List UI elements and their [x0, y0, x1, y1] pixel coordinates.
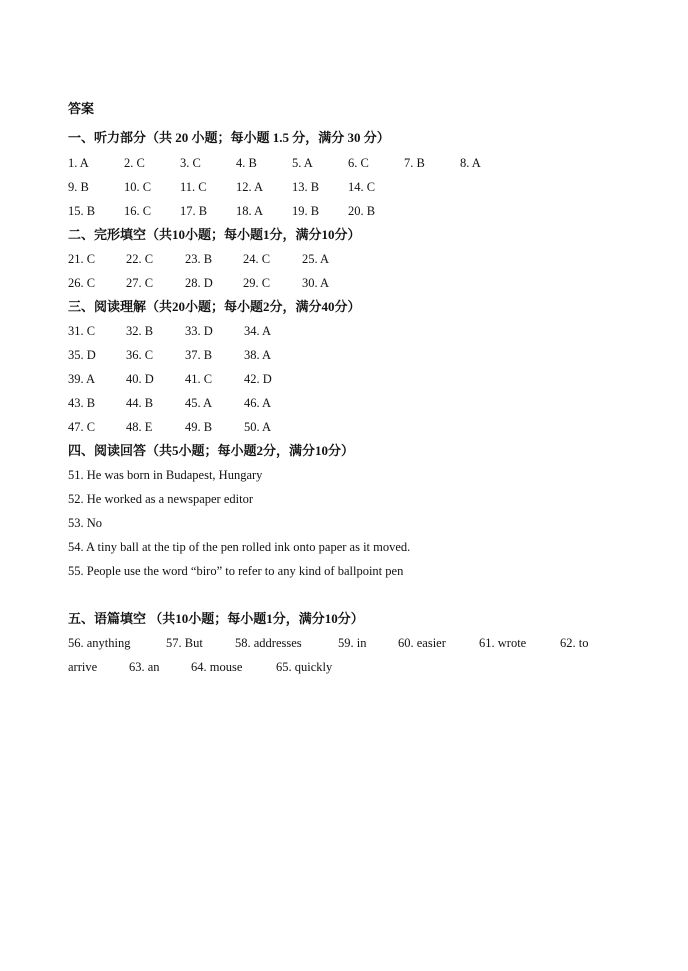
- answer-item: 63. an: [129, 660, 160, 674]
- answer-item: 24. C: [243, 252, 271, 266]
- answer-item: 38. A: [244, 348, 272, 362]
- answer-item: 29. C: [243, 276, 271, 290]
- answer-item: 17. B: [180, 204, 208, 218]
- answer-item: 6. C: [348, 156, 369, 170]
- answer-item: 33. D: [185, 324, 213, 338]
- answer-item: 28. D: [185, 276, 213, 290]
- answer-line: 55. People use the word “biro” to refer to any kind of ballpoint pen: [68, 564, 404, 578]
- answer-item: 64. mouse: [191, 660, 243, 674]
- answer-item: 16. C: [124, 204, 152, 218]
- answer-item: 57. But: [166, 636, 203, 650]
- answer-item: 58. addresses: [235, 636, 302, 650]
- answer-item: 1. A: [68, 156, 89, 170]
- answer-item: 20. B: [348, 204, 376, 218]
- answer-item: 15. B: [68, 204, 96, 218]
- answer-item: 4. B: [236, 156, 257, 170]
- answer-item: 41. C: [185, 372, 213, 386]
- answer-item: 5. A: [292, 156, 313, 170]
- answer-line: 54. A tiny ball at the tip of the pen rolled ink onto paper as it moved.: [68, 540, 411, 554]
- answer-item: 60. easier: [398, 636, 446, 650]
- answer-item: 31. C: [68, 324, 96, 338]
- answer-item: 2. C: [124, 156, 145, 170]
- answer-item: 19. B: [292, 204, 320, 218]
- answer-item: 61. wrote: [479, 636, 527, 650]
- answer-item: 56. anything: [68, 636, 131, 650]
- answer-item: 22. C: [126, 252, 154, 266]
- answer-item: 8. A: [460, 156, 481, 170]
- answer-item: 39. A: [68, 372, 96, 386]
- answer-item: 65. quickly: [276, 660, 333, 674]
- page-title: 答案: [68, 101, 95, 116]
- answer-item: 7. B: [404, 156, 425, 170]
- answer-item: 49. B: [185, 420, 213, 434]
- answer-item: 10. C: [124, 180, 152, 194]
- answer-item: 25. A: [302, 252, 330, 266]
- answer-line: 51. He was born in Budapest, Hungary: [68, 468, 263, 482]
- answer-item: 34. A: [244, 324, 272, 338]
- answer-item: 50. A: [244, 420, 272, 434]
- answer-item: 12. A: [236, 180, 264, 194]
- answer-item: 59. in: [338, 636, 367, 650]
- answer-item: 23. B: [185, 252, 213, 266]
- answer-item: 36. C: [126, 348, 154, 362]
- answer-item: 3. C: [180, 156, 201, 170]
- answer-item: 27. C: [126, 276, 154, 290]
- answer-item: 32. B: [126, 324, 154, 338]
- section-4-heading: 四、阅读回答（共5小题；每小题2分，满分10分）: [68, 443, 355, 458]
- answer-item: 40. D: [126, 372, 154, 386]
- answer-item: 35. D: [68, 348, 96, 362]
- answer-item: 45. A: [185, 396, 213, 410]
- answer-item: 43. B: [68, 396, 96, 410]
- answer-item: 30. A: [302, 276, 330, 290]
- answer-item: 37. B: [185, 348, 213, 362]
- section-2-heading: 二、完形填空（共10小题；每小题1分，满分10分）: [68, 227, 361, 242]
- answer-item: 44. B: [126, 396, 154, 410]
- answer-item: 46. A: [244, 396, 272, 410]
- answer-item: 14. C: [348, 180, 376, 194]
- answer-item: 42. D: [244, 372, 272, 386]
- answer-line: 52. He worked as a newspaper editor: [68, 492, 254, 506]
- answer-item: 11. C: [180, 180, 207, 194]
- answer-item: 21. C: [68, 252, 96, 266]
- answer-item: 13. B: [292, 180, 320, 194]
- answer-item: 62. to: [560, 636, 589, 650]
- answer-item: 26. C: [68, 276, 96, 290]
- answer-item: 48. E: [126, 420, 153, 434]
- section-5-heading: 五、语篇填空 （共10小题；每小题1分，满分10分）: [68, 611, 364, 626]
- answer-item: 18. A: [236, 204, 264, 218]
- section-3-heading: 三、阅读理解（共20小题；每小题2分，满分40分）: [68, 299, 361, 314]
- answer-item: 9. B: [68, 180, 89, 194]
- section-1-heading: 一、听力部分（共 20 小题；每小题 1.5 分，满分 30 分）: [68, 130, 390, 145]
- answer-item: 47. C: [68, 420, 96, 434]
- answer-line: 53. No: [68, 516, 103, 530]
- answer-item: arrive: [68, 660, 98, 674]
